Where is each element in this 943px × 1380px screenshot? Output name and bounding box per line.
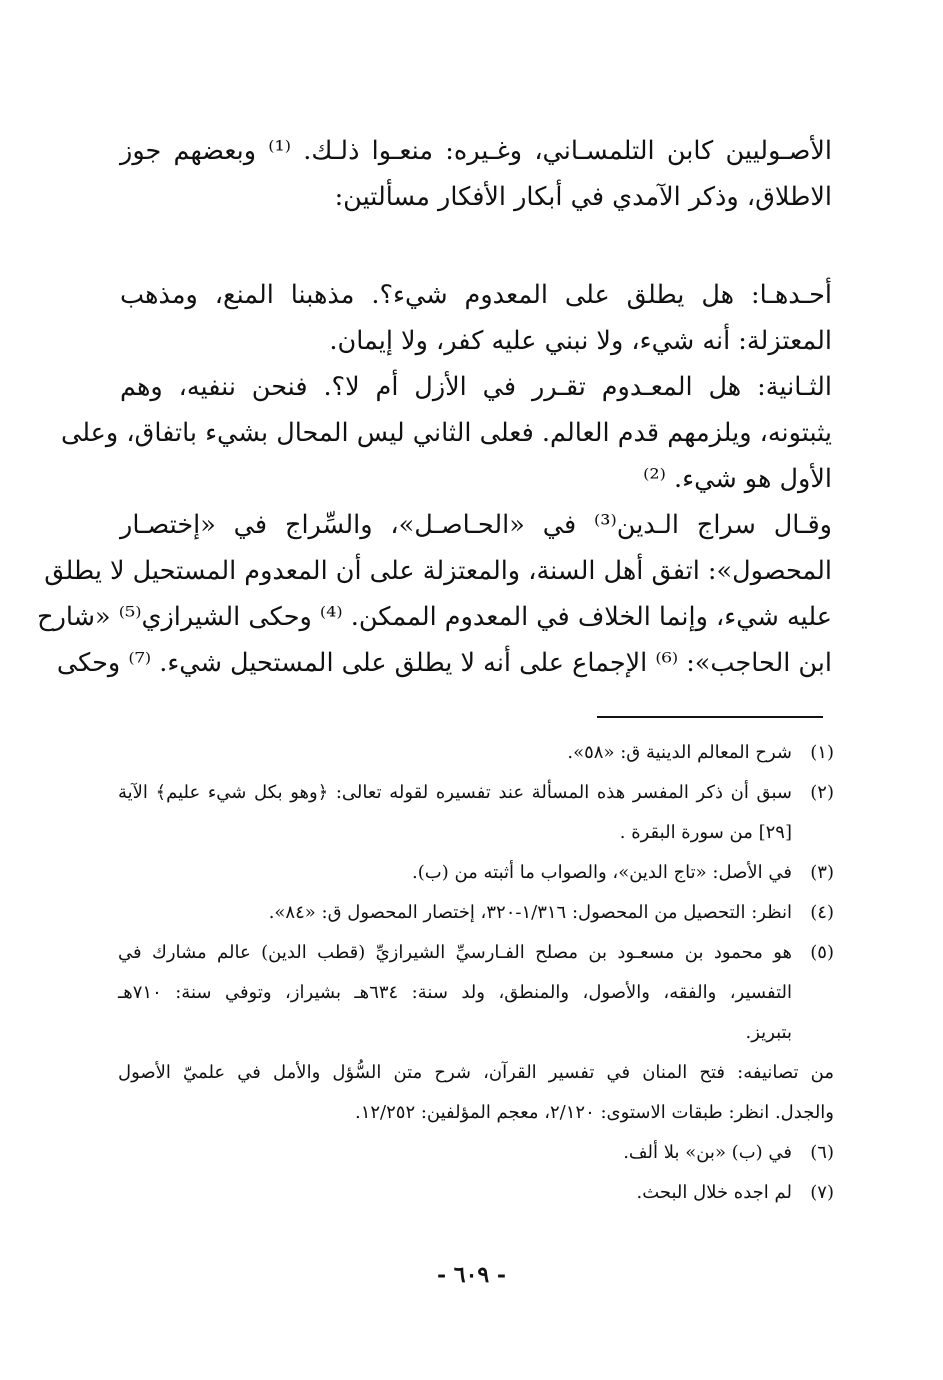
footnote-6 (118, 1133, 834, 1173)
footnote-body (118, 853, 792, 893)
footnote-line: هو محمود بن مسعـود بن مصلح الفـارسيِّ الشيرازيِّ (قطب الدين) عالم مشارك في (118, 942, 792, 963)
footnote-line: سبق أن ذكر المفسر هذه المسألة عند تفسيره لقوله تعالى: ﴿وهو بكل شيء عليم﴾ الآية (118, 782, 792, 803)
footnote-line: في الأصل: «تاج الدين»، والصواب ما أثبته من (ب). (412, 862, 792, 883)
footnote-3 (118, 853, 834, 893)
footnote-number: (٦) (810, 1142, 834, 1163)
footnote-body (118, 1133, 792, 1173)
footnote-1 (118, 733, 834, 773)
footnote-number: (٧) (810, 1182, 834, 1203)
footnote-line: [٢٩] من سورة البقرة . (619, 822, 792, 843)
footnote-body (118, 1173, 792, 1213)
footnote-line: والجدل. انظر: طبقات الاستوى: ٢/١٢٠، معجم المؤلفين: ١٢/٢٥٢. (354, 1102, 834, 1123)
footnote-line: في (ب) «بن» بلا ألف. (623, 1142, 792, 1163)
footnote-body (118, 733, 792, 773)
footnote-body (118, 773, 792, 853)
footnote-line: من تصانيفه: فتح المنان في تفسير القرآن، شرح متن السُّؤل والأمل في علميّ الأصول (118, 1062, 834, 1083)
text-line: الأول هو شيء. ⁽²⁾ (643, 464, 832, 494)
paragraph-2 (120, 272, 832, 364)
footnote-7 (118, 1173, 834, 1213)
text-line: ابن الحاجب»: ⁽⁶⁾ الإجماع على أنه لا يطلق على المستحيل شيء. ⁽⁷⁾ وحكى (56, 648, 832, 678)
paragraph-1 (120, 128, 832, 220)
footnote-line: انظر: التحصيل من المحصول: ١/٣١٦-٣٢٠، إختصار المحصول ق: «٨٤». (268, 902, 792, 923)
text-line: الاطلاق، وذكر الآمدي في أبكار الأفكار مسألتين: (334, 182, 832, 212)
footnote-number: (١) (810, 742, 834, 763)
footnote-number: (٥) (810, 942, 834, 963)
paragraph-3 (60, 364, 832, 502)
text-line: المعتزلة: أنه شيء، ولا نبني عليه كفر، ولا إيمان. (329, 326, 832, 356)
text-line: عليه شيء، وإنما الخلاف في المعدوم الممكن. ⁽⁴⁾ وحكى الشيرازي⁽⁵⁾ «شارح (37, 602, 832, 632)
text-line: أحـدهـا: هل يطلق على المعدوم شيء؟. مذهبنا المنع، ومذهب (120, 280, 832, 310)
footnote-line: شرح المعالم الدينية ق: «٥٨». (567, 742, 792, 763)
footnote-line: التفسير، والفقه، والأصول، والمنطق، ولد سنة: ٦٣٤هـ بشيراز، وتوفي سنة: ٧١٠هـ (118, 982, 792, 1003)
footnote-5-continuation (118, 1053, 834, 1133)
main-text (37, 128, 832, 686)
footnote-line: لم اجده خلال البحث. (636, 1182, 792, 1203)
footnote-body (118, 933, 792, 1053)
paragraph-gap (120, 220, 832, 272)
footnote-body (118, 893, 792, 933)
footnote-number: (٢) (810, 782, 834, 803)
text-line: الأصـوليين كابن التلمسـاني، وغـيره: منعـوا ذلـك. ⁽¹⁾ وبعضهم جوز (120, 136, 832, 166)
text-line: يثبتونه، ويلزمهم قدم العالم. فعلى الثاني ليس المحال بشيء باتفاق، وعلى (60, 418, 832, 448)
text-line: وقـال سراج الـدين⁽³⁾ في «الحـاصـل»، والسِّراج في «إختصـار (120, 510, 832, 540)
footnote-5 (118, 933, 834, 1053)
footnote-2 (118, 773, 834, 853)
text-line: الثـانية: هل المعـدوم تقـرر في الأزل أم لا؟. فنحن ننفيه، وهم (120, 372, 832, 402)
footnote-divider (597, 716, 823, 718)
footnotes (118, 733, 834, 1213)
text-line: المحصول»: اتفق أهل السنة، والمعتزلة على أن المعدوم المستحيل لا يطلق (44, 556, 832, 586)
footnote-4 (118, 893, 834, 933)
paragraph-4 (37, 502, 832, 686)
page-number: - ٦٠٩ - (436, 1262, 507, 1288)
footnote-line: بتبريز. (745, 1022, 792, 1043)
footnote-number: (٣) (810, 862, 834, 883)
footnote-number: (٤) (810, 902, 834, 923)
